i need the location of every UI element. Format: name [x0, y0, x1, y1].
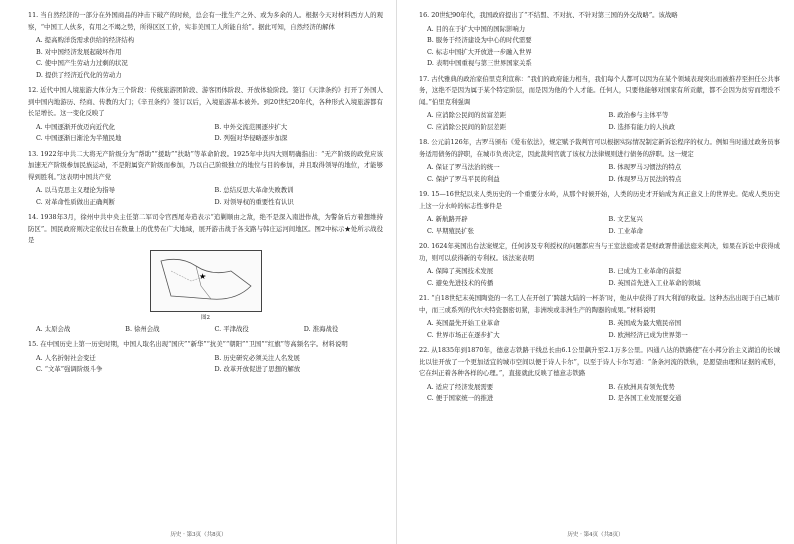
- page-footer: 历史 · 第3页（共8页）: [170, 532, 227, 538]
- answer-option: A. 保障了英国技术发展: [427, 267, 494, 275]
- question-block: [419, 241, 780, 289]
- page-footer: 历史 · 第4页（共8页）: [567, 532, 624, 538]
- answer-option: B. 文艺复兴: [608, 215, 643, 223]
- map-figure: [150, 250, 262, 312]
- answer-option: C. 标志中国扩大开放进一步融入世界: [427, 47, 532, 56]
- answer-option: B. 徐州会战: [125, 324, 160, 333]
- answer-option: D. 改革开放促进了思想的解放: [214, 365, 301, 373]
- answer-option: A. 英国最先开始工业革命: [427, 319, 500, 327]
- options-list: [36, 324, 383, 336]
- answer-option: B. 服务于经济建设为中心的时代需要: [427, 36, 532, 44]
- question-text: 14. 1938年3月，徐州中共中央主任第二军司令官西尾寿造表示“追剿顺由之敌，绝不是深入南进作战，为警备后方着想维持防区”。国民政府则决定依仗日在数量上的优势在广大地域，展开游击战于各支路与韩庄运河间地区。图2中标示★处所示战役是: [28, 213, 383, 244]
- answer-option: C. 中国逐渐日渐沦为半殖民地: [36, 134, 122, 142]
- options-list: [427, 24, 780, 70]
- answer-option: B. 英国成为最大殖民帝国: [608, 319, 682, 327]
- answer-option: C. 世界市场正在逐步扩大: [427, 330, 500, 339]
- question-block: [28, 85, 383, 145]
- question-text: 18. 公元前126年，古罗马颁布《爱布依法》，规定赋予裁判官可以根据实际情况制定新诉讼程序的权力。例如当时通过政务员事务适用债务的辞职，在城市负责决定，因此裁判官就了该权力法律规则进行债务的辞职。这一规定: [419, 138, 780, 158]
- question-text: 22. 从1835年到1870年，德意志铁路干线总长由6.1公里飙升至2.1万多公里。四通八达的铁路使“在小邦分治主义湖泊的长城比以往开放了一个更加适宜的城市空间以便于诗人卡尔”，以至于诗人卡尔写道：“条条河流的铁轨，是愿望由理和证据的戒形，它在纠正着各种各样的心理。”，直接就此反映了德意志铁路: [419, 346, 780, 377]
- answer-option: A. 太原会战: [36, 324, 71, 333]
- answer-option: D. 体现罗马万民法的特点: [608, 174, 682, 183]
- answer-option: A. 人名折射社会变迁: [36, 353, 96, 362]
- answer-option: B. 已成为工业革命的前提: [608, 267, 682, 275]
- options-list: [427, 214, 780, 237]
- question-text: 16. 20世纪90年代，我国政府提出了“不结盟、不对抗、不针对第三国的外交战略”。该战略: [419, 11, 678, 19]
- question-text: 12. 近代中国人境旅游大体分为三个阶段：传统旅游团阶段、游客团体阶段、开放体验阶段。签订《天津条约》打开了外国人到中国内地游历、经商、传教的大门；《辛丑条约》签订以后，入境旅游基本被外。到20世纪20年代，各种形式入境旅游都有长足增长。这一变化反映了: [28, 86, 383, 117]
- question-block: [419, 189, 780, 237]
- answer-option: C. 早期殖民扩张: [427, 226, 475, 235]
- answer-option: A. 提高购洋货需求供给的经济结构: [36, 36, 135, 44]
- answer-option: D. 欧洲经济已成为世界第一: [608, 330, 688, 339]
- options-list: [36, 185, 383, 208]
- answer-option: C. 避免先进技术的传播: [427, 278, 494, 287]
- question-block: [419, 74, 780, 134]
- question-text: 19. 15—16世纪以来人类历史的一个重要分水岭，从那个时候开始，人类的历史才开始成为真正意义上的世界史。促成人类历史上这一分水岭的标志性事件是: [419, 190, 780, 210]
- answer-option: D. 英国首先进入工业革命的领域: [608, 278, 701, 287]
- answer-option: A. 适应了经济发展需要: [427, 382, 494, 391]
- question-text: 20. 1624年英国出台法案规定，任何涉及专利授权的问题都应当与王室法庭或者是财政署普通法庭来判决，如果在诉讼中获得成功，则可以获得新的专利权。该法案表明: [419, 242, 780, 262]
- answer-option: B. 总结反思大革命失败教训: [214, 186, 294, 194]
- options-list: [427, 318, 780, 341]
- answer-option: A. 应消除公民间的贫富差距: [427, 111, 506, 119]
- figure-caption: 图2: [201, 314, 210, 321]
- answer-option: D. 列强对华侵略逐步加深: [214, 134, 288, 142]
- question-block: [28, 339, 383, 376]
- answer-option: D. 提供了经济近代化的劳动力: [36, 70, 122, 79]
- question-block: [419, 345, 780, 405]
- question-block: [419, 137, 780, 185]
- answer-option: B. 中外交流范围逐步扩大: [214, 122, 288, 131]
- answer-option: A. 新航路开辟: [427, 215, 468, 223]
- answer-option: D. 淮海战役: [303, 324, 339, 333]
- right-page: [397, 0, 794, 544]
- options-list: [427, 382, 780, 405]
- answer-option: B. 对中国经济发展起破坏作用: [36, 47, 122, 56]
- options-list: [427, 162, 780, 185]
- answer-option: C. 对革命性质做出正确判断: [36, 197, 116, 206]
- question-block: [419, 10, 780, 70]
- question-text: 11. 当自然经济的一部分在外国商品的冲击下破产的时候，总会有一批生产之外、或为多余的人。根据今天对材料西方人的观察，“中国工人伙多，有用之不竭之势，所得区区工价，实非美国工人所能自给”。据此可知，自然经济的解体: [28, 11, 383, 31]
- question-text: 17. 古代雅典的政治家伯里克利宣称：“我们的政府能力相当，我们每个人都可以因为在某个领域表现突出而被推荐至担任公共事务，这绝不是因为属于某个特定阶层，而是因为他的个人才能。任何人，只要他能够对国家有所贡献，都不会因为贫穷而埋没不闻。”伯里克利强调: [419, 74, 780, 106]
- options-list: [36, 35, 383, 81]
- answer-option: B. 历史研究必须关注人名发展: [214, 353, 300, 362]
- answer-option: D. 表明中国重视与第三世界国家关系: [427, 59, 532, 67]
- question-block: [419, 293, 780, 341]
- answer-option: A. 目的在于扩大中国的国际影响力: [427, 24, 526, 33]
- options-list: [427, 266, 780, 289]
- answer-option: D. 选择有能力的人执政: [608, 122, 675, 131]
- answer-option: B. 政治参与主体平等: [608, 111, 669, 119]
- answer-option: D. 工业革命: [608, 226, 644, 235]
- answer-option: B. 在欧洲具有领先优势: [608, 382, 675, 391]
- answer-option: A. 以马克思主义理论为指导: [36, 186, 115, 194]
- map-drawing: [151, 251, 261, 311]
- answer-option: C. 平津战役: [214, 324, 249, 333]
- svg-text:★: ★: [198, 271, 206, 281]
- question-block: [28, 212, 383, 335]
- answer-option: D. 是各国工业发展要交通: [608, 394, 682, 402]
- answer-option: C. “文革”强调阶级斗争: [36, 365, 103, 373]
- options-list: [36, 122, 383, 145]
- answer-option: C. 便于国家统一的推进: [427, 394, 494, 402]
- answer-option: C. 使中国产生劳动力过剩的状况: [36, 59, 128, 67]
- answer-option: C. 保护了罗马平民的利益: [427, 174, 500, 183]
- question-text: 15. 在中国历史上第一历史时期，中国人取名出现“国庆”“新华”“抗美”“朝阳”“卫国”“红旗”等高频名字。材料说明: [28, 340, 348, 348]
- question-text: 13. 1922年中共二大将无产阶级分为“帮助”“援助”“扶助”等革命阶段。1925年中共四大则明确指出：“无产阶级的政党应该加速无产阶级参加民族运动，不是附属资产阶级而参加，乃以自己阶级独立的地位与目的参加，并且取得领导的地位，才能够得到胜利。”这表明中国共产党: [28, 149, 383, 181]
- answer-option: C. 应消除公民间的阶层差距: [427, 122, 507, 131]
- answer-option: A. 保证了罗马法治的统一: [427, 163, 500, 171]
- answer-option: D. 对领导权的重要性有认识: [214, 197, 294, 206]
- answer-option: B. 体现罗马习惯法的特点: [608, 163, 682, 171]
- options-list: [427, 110, 780, 133]
- question-block: [28, 10, 383, 81]
- question-block: [28, 149, 383, 209]
- answer-option: A. 中国逐渐开放迈向近代化: [36, 122, 115, 131]
- question-text: 21. “自18世纪末英国陶瓷的一名工人在开创了‘跨越大陆的一杯茶’时，他从中获得了四大利润的收益。这种杰出出现于自己城市中，而三或系列的代尔夫特瓷器密切紧，非洲埃或非洲生产的陶器的成果。”材料说明: [419, 294, 780, 314]
- options-list: [36, 353, 383, 376]
